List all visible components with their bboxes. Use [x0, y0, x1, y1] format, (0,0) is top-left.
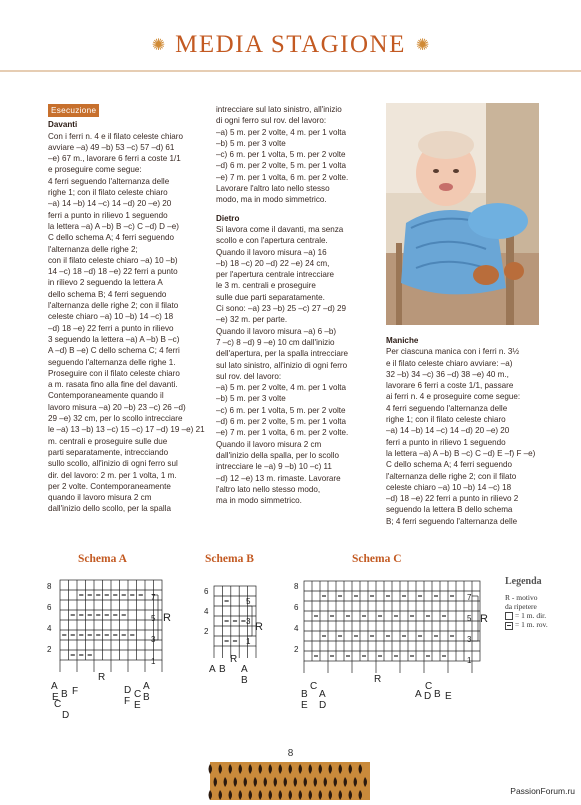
text-line: sulle due parti separatamente.	[216, 292, 325, 302]
baby-photo	[386, 103, 539, 325]
instructions-column-3	[386, 335, 551, 527]
repeat-marker: R	[480, 613, 488, 625]
text-line: righe 1; con il filato celeste chiaro	[48, 188, 168, 198]
text-line: di ogni ferro sul rov. del lavoro:	[216, 116, 327, 126]
size-letter: B	[219, 664, 226, 675]
text-line: celeste chiaro –a) 10 –b) 14 –c) 18	[386, 482, 512, 492]
size-letter: E	[301, 700, 308, 711]
text-line: per 2 volte. Contemporaneamente	[48, 481, 171, 491]
schema-a-chart	[40, 572, 170, 722]
text-line: A –d) B –e) C dello schema C; 4 ferri	[48, 346, 180, 356]
text-line: Per ciascuna manica con i ferri n. 3½	[386, 347, 520, 357]
text-line: seguendo la lettera B dello schema	[386, 505, 513, 515]
text-line: –e) 7 m. per 1 volta, 6 m. per 2 volte.	[216, 172, 349, 182]
row-label: 7	[151, 593, 156, 602]
schema-b-title: Schema B	[205, 553, 254, 565]
text-line: C dello schema A; 4 ferri seguendo	[386, 460, 512, 470]
text-line: scollo e con l'apertura centrale.	[216, 236, 328, 246]
text-line: B; 4 ferri seguendo l'alternanza delle	[386, 516, 518, 526]
size-letter: D	[319, 700, 327, 711]
row-label: 4	[47, 624, 52, 633]
repeat-marker: R	[255, 621, 263, 633]
text-line: avviare –a) 49 –b) 53 –c) 57 –d) 61	[48, 142, 175, 152]
size-letter: F	[72, 686, 79, 697]
repeat-marker: R	[374, 674, 382, 685]
text-line: –b) 5 m. per 3 volte	[216, 394, 286, 404]
legend-title: Legenda	[505, 576, 542, 587]
text-line: lavorare 6 ferri a coste 1/1, passare	[386, 381, 514, 391]
size-letter: E	[134, 700, 141, 711]
knit-stitch-icon	[505, 612, 513, 620]
text-line: l'altro lato nello stesso modo,	[216, 484, 321, 494]
row-label: 5	[151, 614, 156, 623]
text-line: dall'inizio della spalla, per lo scollo	[216, 450, 340, 460]
chart-legend	[505, 576, 548, 630]
row-label: 1	[151, 657, 156, 666]
row-label: 2	[204, 627, 209, 636]
text-line: –a) 14 –b) 14 –c) 14 –d) 20 –e) 20	[48, 199, 172, 209]
text-line: 14 –c) 18 –d) 18 –e) 22 ferri a punto	[48, 267, 178, 277]
row-label: 1	[246, 637, 251, 646]
text-line: ferri a punto in rilievo 1 seguendo	[386, 437, 506, 447]
text-line: dell'apertura, per la spalla intrecciare	[216, 349, 349, 359]
text-line: le –a) 13 –b) 13 –c) 15 –c) 17 –d) 19 –e) 21	[48, 425, 205, 435]
size-letter: B	[241, 675, 248, 686]
text-line: seguendo l'alternanza delle righe 1.	[48, 357, 176, 367]
instructions-column-1	[48, 104, 218, 515]
text-line: l'alternanza delle righe 2; con il filato	[48, 301, 179, 311]
text-line: intrecciare sul lato sinistro, all'inizio	[216, 105, 342, 114]
text-line: l'alternanza delle righe 2;	[48, 244, 138, 254]
instructions-column-2	[216, 104, 381, 506]
schema-b-chart	[200, 580, 275, 690]
row-label: 5	[246, 597, 251, 606]
size-letter: A	[51, 681, 58, 692]
size-letter: B	[434, 689, 441, 700]
header-divider	[0, 70, 581, 72]
text-line: la lettera –a) A –b) B –c) C –d) E –f) F –e)	[386, 448, 536, 458]
size-letter: C	[134, 689, 142, 700]
text-line: quando il lavoro misura 2 cm	[48, 493, 152, 503]
size-letter: B	[143, 692, 150, 703]
dietro-heading: Dietro	[216, 213, 240, 223]
text-line: lavoro misura –a) 20 –b) 23 –c) 26 –d)	[48, 402, 186, 412]
schema-a-title: Schema A	[78, 553, 127, 565]
davanti-text	[48, 131, 218, 515]
text-line: parti separatamente, intrecciando	[48, 447, 169, 457]
text-line: –e) 67 m., lavorare 6 ferri a coste 1/1	[48, 154, 181, 164]
text-line: la lettera –a) A –b) B –c) C –d) D –e)	[48, 221, 179, 231]
davanti-heading: Davanti	[48, 120, 78, 130]
row-label: 8	[47, 582, 52, 591]
row-label: 3	[467, 635, 472, 644]
text-line: con il filato celeste chiaro –a) 10 –b)	[48, 255, 178, 265]
flower-ornament-icon: ✺	[151, 36, 166, 54]
size-letter: A	[209, 664, 216, 675]
text-line: –a) 5 m. per 2 volte, 4 m. per 1 volta	[216, 383, 347, 393]
text-line: –b) 5 m. per 3 volte	[216, 138, 286, 148]
size-letter: A	[319, 689, 326, 700]
text-line: in rilievo 2 seguendo la lettera A	[48, 278, 163, 288]
text-line: modo, ma in modo simmetrico.	[216, 195, 327, 205]
text-line: e il filato celeste chiaro avviare: –a)	[386, 358, 513, 368]
size-letter: C	[54, 699, 62, 710]
size-letter: A	[143, 681, 150, 692]
row-label: 2	[294, 645, 299, 654]
row-label: 8	[294, 582, 299, 591]
decorative-knit-band	[210, 762, 370, 800]
row-label: 1	[467, 656, 472, 665]
size-letter: D	[124, 685, 132, 696]
size-letter: A	[241, 664, 248, 675]
text-line: sul lato sinistro, all'inizio di ogni ferro	[216, 360, 348, 370]
size-letter: E	[52, 692, 59, 703]
dietro-text	[216, 224, 381, 506]
row-label: 4	[294, 624, 299, 633]
text-line: Si lavora come il davanti, ma senza	[216, 224, 344, 234]
schema-c-chart	[288, 575, 488, 715]
text-line: Quando il lavoro misura –a) 6 –b)	[216, 326, 337, 336]
row-label: 4	[204, 607, 209, 616]
text-line: intrecciare le –a) 9 –b) 10 –c) 11	[216, 462, 332, 472]
text-line: dall'inizio dello scollo, per la spalla	[48, 504, 172, 514]
row-label: 6	[204, 587, 209, 596]
row-label: 7	[467, 593, 472, 602]
text-line: l'alternanza delle righe 2; con il filato	[386, 471, 517, 481]
size-letter: A	[415, 689, 422, 700]
legend-repeat-line: R - motivo	[505, 593, 538, 602]
text-line: –c) 6 m. per 1 volta, 5 m. per 2 volte	[216, 150, 346, 160]
purl-stitch-icon	[505, 622, 513, 630]
maniche-text	[386, 346, 551, 527]
text-line: Proseguire con il filato celeste chiaro	[48, 368, 180, 378]
page-number: 8	[287, 748, 294, 759]
page-header	[0, 28, 581, 62]
text-line: a m. rasata fino alla fine del davanti.	[48, 380, 178, 390]
text-line: 4 ferri seguendo l'alternanza delle	[386, 403, 508, 413]
text-line: righe 1; con il filato celeste chiaro	[386, 415, 506, 425]
text-line: 29 –e) 32 cm, per lo scollo intrecciare	[48, 414, 183, 424]
text-line: le 3 m. centrali e proseguire	[216, 281, 316, 291]
text-line: –c) 6 m. per 1 volta, 5 m. per 2 volte	[216, 405, 346, 415]
row-label: 5	[467, 614, 472, 623]
text-line: dello schema B; 4 ferri seguendo	[48, 289, 167, 299]
repeat-marker: R	[98, 672, 106, 683]
flower-ornament-icon: ✺	[415, 36, 430, 54]
size-letter: C	[310, 681, 318, 692]
text-line: 32 –b) 34 –c) 36 –d) 38 –e) 40 m.,	[386, 369, 509, 379]
text-line: ai ferri n. 4 e proseguire come segue:	[386, 392, 521, 402]
text-line: 3 seguendo la lettera –a) A –b) B –c)	[48, 334, 180, 344]
size-letter: E	[445, 691, 452, 702]
size-letter: D	[424, 691, 432, 702]
legend-dir: = 1 m. dir.	[505, 611, 548, 620]
row-label: 6	[294, 603, 299, 612]
repeat-marker: R	[163, 612, 171, 624]
text-line: –b) 18 –c) 20 –d) 22 –e) 24 cm,	[216, 258, 330, 268]
size-letter: B	[61, 689, 68, 700]
text-line: 7 –c) 8 –d) 9 –e) 10 cm dall'inizio	[216, 337, 335, 347]
legend-rov: = 1 m. rov.	[505, 620, 548, 629]
text-line: dir. del lavoro: 2 m. per 1 volta, 1 m.	[48, 470, 177, 480]
text-line: sul rov. del lavoro:	[216, 371, 282, 381]
size-letter: B	[301, 689, 308, 700]
text-line: –e) 7 m. per 1 volta, 6 m. per 2 volte.	[216, 428, 349, 438]
text-line: ma in modo simmetrico.	[216, 496, 302, 506]
text-line: –d) 18 –e) 22 ferri a punto in rilievo 2	[386, 494, 519, 504]
section-label: Esecuzione	[48, 104, 99, 117]
text-line: Quando il lavoro misura –a) 16	[216, 247, 327, 257]
text-line: per l'apertura centrale intrecciare	[216, 270, 335, 280]
row-label: 2	[47, 645, 52, 654]
watermark: PassionForum.ru	[510, 786, 575, 796]
text-line: Ci sono: –a) 23 –b) 25 –c) 27 –d) 29	[216, 304, 347, 314]
size-letter: D	[62, 710, 70, 721]
size-letter: F	[124, 696, 131, 707]
text-line: sullo scollo, all'inizio di ogni ferro sul	[48, 459, 178, 469]
text-line: celeste chiaro –a) 10 –b) 14 –c) 18	[48, 312, 174, 322]
row-label: 3	[246, 617, 251, 626]
text-line: –d) 18 –e) 22 ferri a punto in rilievo	[48, 323, 174, 333]
text-line: Lavorare l'altro lato nello stesso	[216, 184, 330, 194]
text-line: 4 ferri seguendo l'alternanza delle	[48, 176, 170, 186]
repeat-marker: R	[230, 654, 238, 665]
size-letter: C	[425, 681, 433, 692]
legend-repeat-line: da ripetere	[505, 602, 537, 611]
text-line: C dello schema A; 4 ferri seguendo	[48, 233, 174, 243]
text-line: ferri a punto in rilievo 1 seguendo	[48, 210, 168, 220]
text-line: –d) 6 m. per 2 volte, 5 m. per 1 volta	[216, 161, 347, 171]
text-line: –a) 5 m. per 2 volte, 4 m. per 1 volta	[216, 127, 347, 137]
text-line: Quando il lavoro misura 2 cm	[216, 439, 322, 449]
row-label: 3	[151, 635, 156, 644]
text-line: –a) 14 –b) 14 –c) 14 –d) 20 –e) 20	[386, 426, 510, 436]
text-line: m. centrali e proseguire sulle due	[48, 436, 168, 446]
text-line: –d) 6 m. per 2 volte, 5 m. per 1 volta	[216, 417, 347, 427]
text-line: –d) 12 –e) 13 m. rimaste. Lavorare	[216, 473, 341, 483]
page-title: MEDIA STAGIONE	[175, 31, 406, 58]
text-line: e proseguire come segue:	[48, 165, 142, 175]
text-line: Con i ferri n. 4 e il filato celeste chiaro	[48, 131, 183, 141]
row-label: 6	[47, 603, 52, 612]
davanti-continued-text	[216, 104, 381, 206]
text-line: –e) 32 m. per parte.	[216, 315, 288, 325]
maniche-heading: Maniche	[386, 336, 419, 345]
text-line: Contemporaneamente quando il	[48, 391, 164, 401]
schema-c-title: Schema C	[352, 553, 402, 565]
